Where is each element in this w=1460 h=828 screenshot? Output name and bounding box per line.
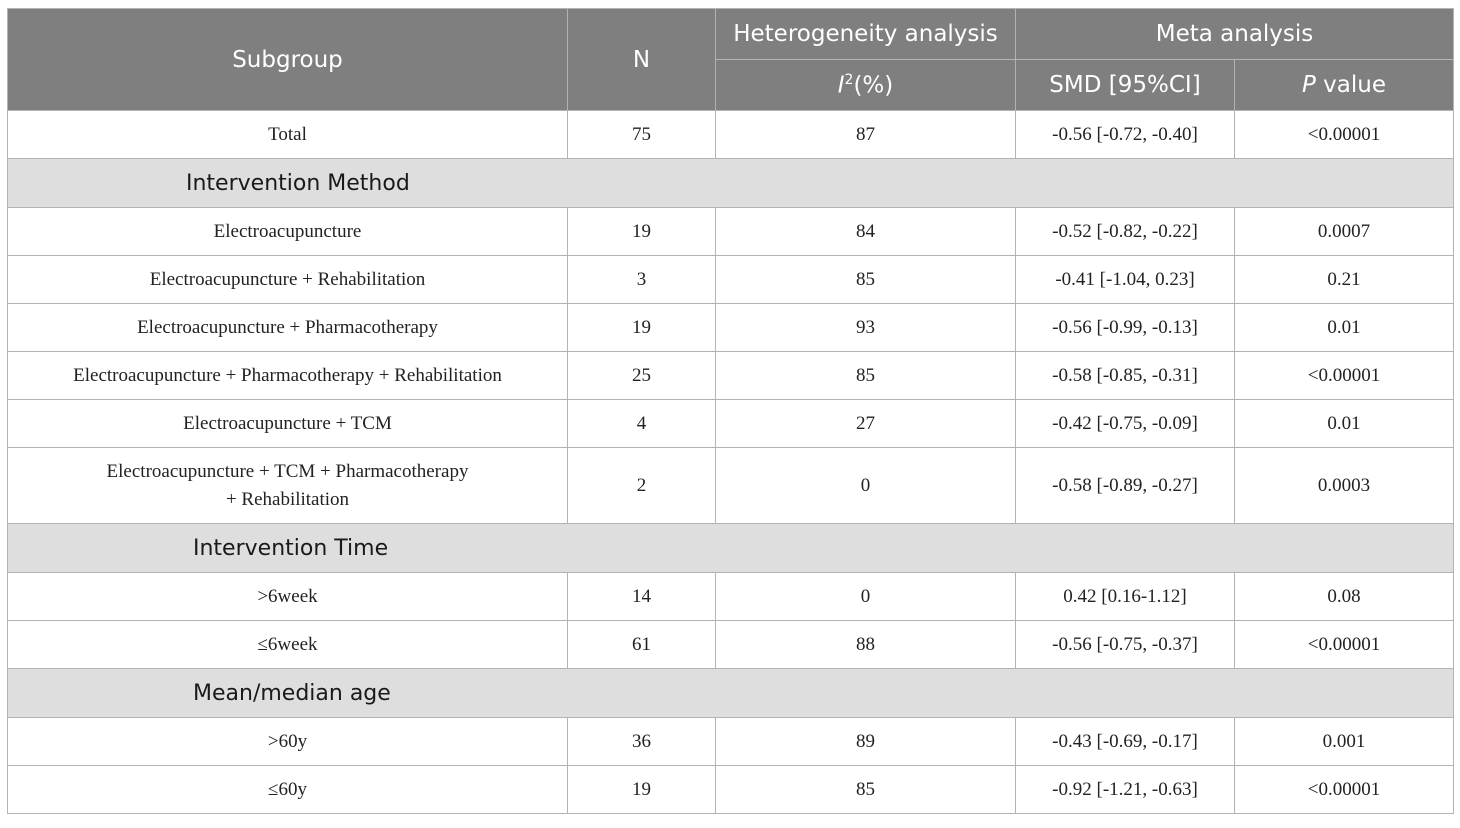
cell-i2: 0 xyxy=(716,448,1016,524)
cell-p: 0.08 xyxy=(1235,573,1454,621)
header-p-value xyxy=(1235,60,1454,111)
table-row xyxy=(8,208,1454,256)
group-label: Intervention Time xyxy=(8,524,1454,573)
cell-name: ≤60y xyxy=(8,766,568,814)
cell-p: <0.00001 xyxy=(1235,766,1454,814)
cell-p: <0.00001 xyxy=(1235,352,1454,400)
p-letter: P xyxy=(1302,72,1316,98)
cell-smd: -0.56 [-0.72, -0.40] xyxy=(1016,111,1235,159)
cell-i2: 88 xyxy=(716,621,1016,669)
table-row xyxy=(8,304,1454,352)
header-n: N xyxy=(568,9,716,111)
table-row xyxy=(8,352,1454,400)
group-row-mean-median-age xyxy=(8,669,1454,718)
cell-name: >60y xyxy=(8,718,568,766)
cell-i2: 27 xyxy=(716,400,1016,448)
cell-n: 75 xyxy=(568,111,716,159)
cell-name-line1: Electroacupuncture + TCM + Pharmacotherapy xyxy=(106,460,469,482)
cell-smd: -0.58 [-0.85, -0.31] xyxy=(1016,352,1235,400)
table-body xyxy=(8,111,1454,814)
cell-p: 0.0007 xyxy=(1235,208,1454,256)
cell-name xyxy=(8,448,568,524)
cell-n: 36 xyxy=(568,718,716,766)
cell-p: 0.0003 xyxy=(1235,448,1454,524)
header-row-top xyxy=(8,9,1454,60)
p-rest: value xyxy=(1315,72,1387,98)
cell-i2: 89 xyxy=(716,718,1016,766)
cell-smd: -0.52 [-0.82, -0.22] xyxy=(1016,208,1235,256)
subgroup-analysis-table xyxy=(7,8,1454,814)
cell-name: Electroacupuncture + TCM xyxy=(8,400,568,448)
header-smd: SMD [95%CI] xyxy=(1016,60,1235,111)
table-row xyxy=(8,400,1454,448)
cell-n: 19 xyxy=(568,208,716,256)
header-subgroup: Subgroup xyxy=(8,9,568,111)
cell-smd: -0.58 [-0.89, -0.27] xyxy=(1016,448,1235,524)
cell-name: ≤6week xyxy=(8,621,568,669)
group-row-intervention-method xyxy=(8,159,1454,208)
table-row xyxy=(8,573,1454,621)
cell-name-line2: + Rehabilitation xyxy=(225,488,350,510)
cell-smd: -0.43 [-0.69, -0.17] xyxy=(1016,718,1235,766)
cell-n: 61 xyxy=(568,621,716,669)
i2-unit: (%) xyxy=(853,72,894,99)
cell-smd: -0.41 [-1.04, 0.23] xyxy=(1016,256,1235,304)
cell-i2: 0 xyxy=(716,573,1016,621)
group-label: Intervention Method xyxy=(8,159,1454,208)
cell-name: Electroacupuncture xyxy=(8,208,568,256)
cell-n: 19 xyxy=(568,304,716,352)
cell-n: 19 xyxy=(568,766,716,814)
cell-p: 0.01 xyxy=(1235,304,1454,352)
cell-smd: 0.42 [0.16-1.12] xyxy=(1016,573,1235,621)
group-row-intervention-time xyxy=(8,524,1454,573)
cell-n: 3 xyxy=(568,256,716,304)
cell-i2: 93 xyxy=(716,304,1016,352)
table-row xyxy=(8,718,1454,766)
cell-i2: 87 xyxy=(716,111,1016,159)
table-row xyxy=(8,256,1454,304)
cell-name: Electroacupuncture + Pharmacotherapy xyxy=(8,304,568,352)
header-i2 xyxy=(716,60,1016,111)
i2-letter: I xyxy=(837,72,845,99)
cell-name: Electroacupuncture + Rehabilitation xyxy=(8,256,568,304)
i2-superscript: 2 xyxy=(844,71,854,88)
cell-smd: -0.92 [-1.21, -0.63] xyxy=(1016,766,1235,814)
cell-p: 0.001 xyxy=(1235,718,1454,766)
cell-n: 4 xyxy=(568,400,716,448)
cell-i2: 85 xyxy=(716,352,1016,400)
group-label: Mean/median age xyxy=(8,669,1454,718)
cell-name: Total xyxy=(8,111,568,159)
cell-i2: 85 xyxy=(716,766,1016,814)
cell-p: 0.01 xyxy=(1235,400,1454,448)
cell-p: <0.00001 xyxy=(1235,111,1454,159)
cell-name: Electroacupuncture + Pharmacotherapy + Rehabilitation xyxy=(8,352,568,400)
cell-n: 14 xyxy=(568,573,716,621)
cell-name: >6week xyxy=(8,573,568,621)
header-meta-analysis: Meta analysis xyxy=(1016,9,1454,60)
table-header xyxy=(8,9,1454,111)
cell-p: 0.21 xyxy=(1235,256,1454,304)
cell-i2: 85 xyxy=(716,256,1016,304)
table-row xyxy=(8,766,1454,814)
cell-smd: -0.42 [-0.75, -0.09] xyxy=(1016,400,1235,448)
cell-smd: -0.56 [-0.99, -0.13] xyxy=(1016,304,1235,352)
cell-smd: -0.56 [-0.75, -0.37] xyxy=(1016,621,1235,669)
header-heterogeneity: Heterogeneity analysis xyxy=(716,9,1016,60)
table-row xyxy=(8,621,1454,669)
table-row xyxy=(8,448,1454,524)
cell-n: 2 xyxy=(568,448,716,524)
table-row-total xyxy=(8,111,1454,159)
cell-n: 25 xyxy=(568,352,716,400)
cell-i2: 84 xyxy=(716,208,1016,256)
cell-p: <0.00001 xyxy=(1235,621,1454,669)
